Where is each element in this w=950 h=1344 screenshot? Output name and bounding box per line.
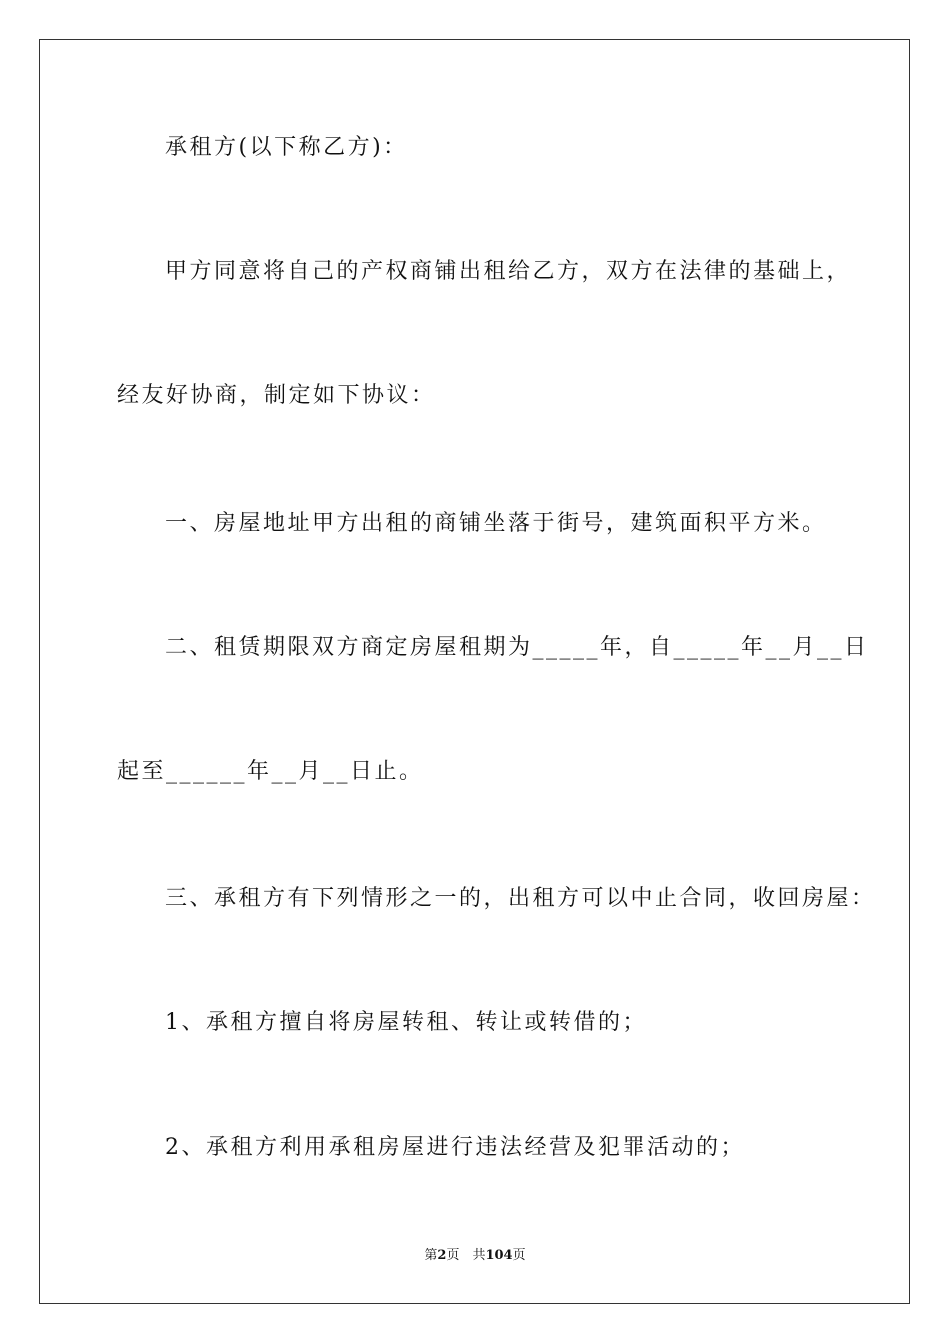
paragraph-clause-2-term-cont: 起至______年__月__日止。 [117,759,424,784]
footer-suffix: 页 [512,1248,526,1263]
footer-current-page: 2 [437,1248,447,1263]
footer-mid: 页 共 [446,1248,486,1263]
footer-total-pages: 104 [485,1248,513,1263]
paragraph-lessee: 承租方(以下称乙方)： [165,135,408,160]
paragraph-agreement-intro: 甲方同意将自己的产权商铺出租给乙方，双方在法律的基础上， [165,259,852,284]
paragraph-item-2: 2、承租方利用承租房屋进行违法经营及犯罪活动的； [165,1135,745,1160]
page-footer [0,1247,950,1265]
paragraph-item-1: 1、承租方擅自将房屋转租、转让或转借的； [165,1010,647,1035]
paragraph-clause-3-termination: 三、承租方有下列情形之一的，出租方可以中止合同，收回房屋： [165,886,876,911]
paragraph-clause-2-term: 二、租赁期限双方商定房屋租期为_____年，自_____年__月__日 [165,635,869,660]
paragraph-agreement-intro-cont: 经友好协商，制定如下协议： [117,383,436,408]
paragraph-clause-1-address: 一、房屋地址甲方出租的商铺坐落于街号，建筑面积平方米。 [165,511,827,536]
page-border [39,39,910,1304]
footer-prefix: 第 [424,1248,438,1263]
